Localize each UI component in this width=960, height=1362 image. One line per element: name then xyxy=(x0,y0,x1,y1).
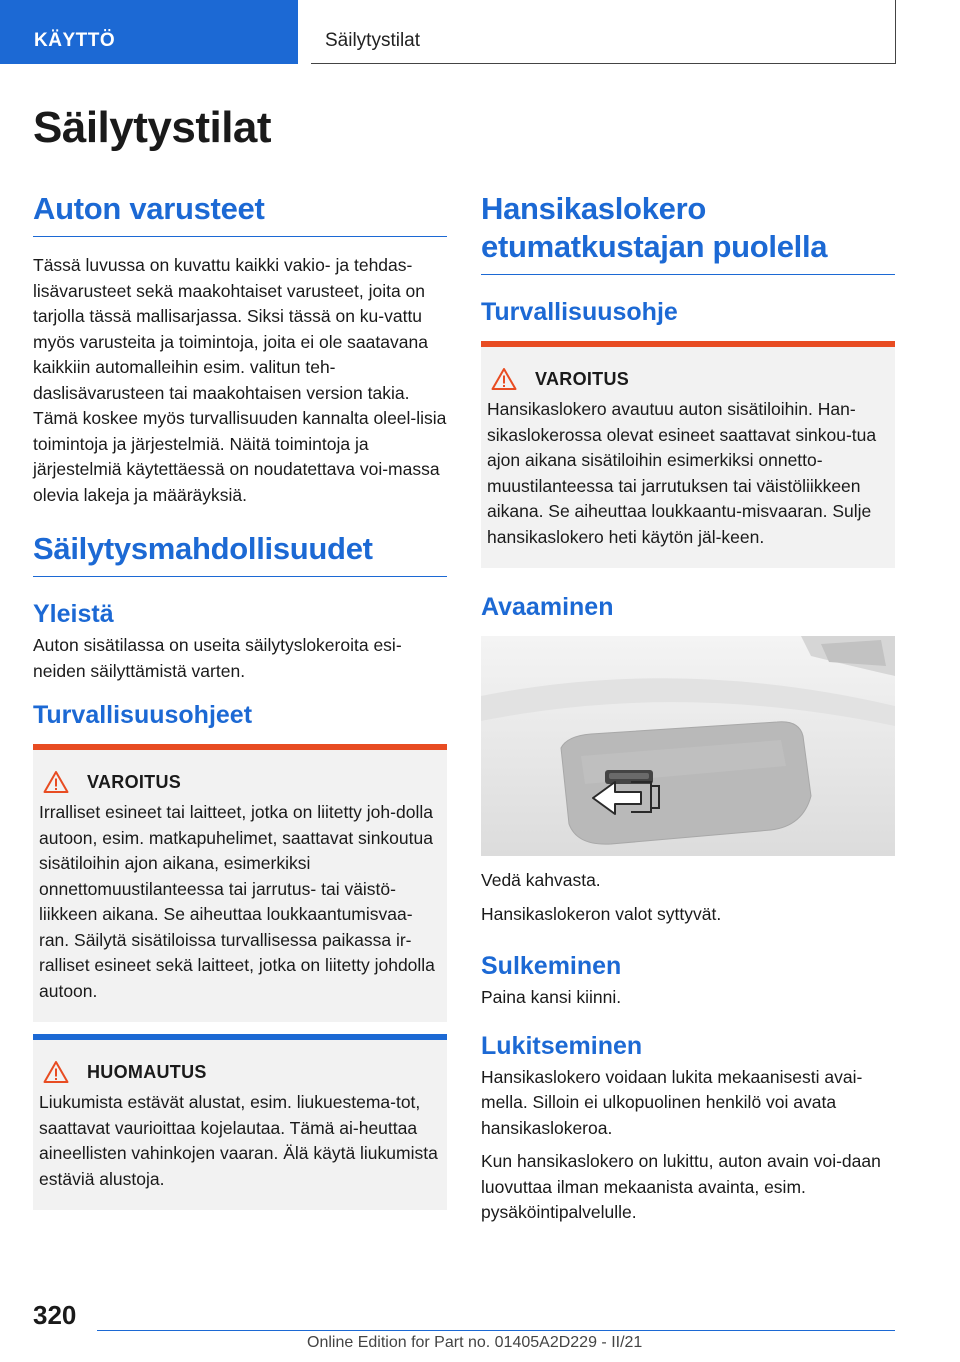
footer-divider xyxy=(97,1330,895,1331)
glovebox-warning-label: VAROITUS xyxy=(535,368,630,389)
warning-header xyxy=(39,770,439,794)
right-column xyxy=(481,190,895,1234)
yleista-heading: Yleistä xyxy=(33,600,114,628)
page-title: Säilytystilat xyxy=(33,103,272,152)
warning-text: Irralliset esineet tai laitteet, jotka on liitetty joh-dolla autoon, esim. matkapuhelimet, saattavat sinkoutua sisätiloihin ajon aikana, esimerkiksi onnettomuustilanteessa tai jarrutus- tai väistö-liikkeen aikana. Se aiheuttaa loukkaantumisvaa-ran. Säilytä sisätiloissa turvallisessa paikassa ir-ralliset esineet sekä laitteet, jotka on liitetty johdolla autoon. xyxy=(39,802,435,1001)
turvallisuusohje-heading: Turvallisuusohje xyxy=(481,298,678,326)
glovebox-warning-box xyxy=(481,341,895,568)
glovebox-drawing-icon xyxy=(481,636,895,856)
chapter-tab: Säilytystilat xyxy=(311,0,896,64)
turvallisuusohjeet-heading: Turvallisuusohjeet xyxy=(33,701,253,729)
notice-label: HUOMAUTUS xyxy=(87,1061,207,1082)
warning-label: VAROITUS xyxy=(87,771,182,792)
warning-triangle-icon xyxy=(43,770,69,794)
notice-text: Liukumista estävät alustat, esim. liukuestema-tot, saattavat vaurioittaa kojelautaa. Tämä ai-heuttaa aineellisten vahinkojen vaaran. Älä käytä liukumista estäviä alustoja. xyxy=(39,1092,438,1189)
edition-info: Online Edition for Part no. 01405A2D229 - II/21 xyxy=(307,1334,643,1351)
glovebox-warning-text: Hansikaslokero avautuu auton sisätiloihin. Han-sikaslokerossa olevat esineet saattavat sinkou-tua ajon aikana sisätiloihin esimerkiksi onnetto-muustilanteessa tai jarrutuksen tai väistöliikkeen aikana. Se aiheuttaa loukkaantu-misvaaran. Sulje hansikaslokero heti käytön jäl-keen. xyxy=(487,399,877,547)
warning-box xyxy=(33,744,447,1022)
lukitseminen-text-1: Hansikaslokero voidaan lukita mekaanisesti avai-mella. Silloin ei ulkopuolinen henkilö voi avata hansikaslokeroa. xyxy=(481,1066,863,1138)
glovebox-illustration xyxy=(481,636,895,856)
lukitseminen-text-2: Kun hansikaslokero on lukittu, auton avain voi-daan luovuttaa ilman mekaanista avainta, esim. pysäköintipalvelulle. xyxy=(481,1151,881,1222)
sailytysmahdollisuudet-heading: Säilytysmahdollisuudet xyxy=(33,530,447,577)
sulkeminen-text: Paina kansi kiinni. xyxy=(481,987,622,1007)
auton-varusteet-text: Tässä luvussa on kuvattu kaikki vakio- ja tehdas-lisävarusteet sekä maakohtaiset varusteet, joita on tarjolla tässä mallisarjassa. Siksi tässä on ku-vattu myös varusteita ja toimintoja, joita ei ole saatavana kaikkiin automalleihin esim. valitun teh-daslisävarusteen tai maakohtaisen version takia. Tämä koskee myös turvallisuuden kannalta oleel-lisia toimintoja ja järjestelmiä. Näitä toimintoja ja järjestelmiä käytettäessä on noudatettava voi-massa olevia lakeja ja määräyksiä. xyxy=(33,255,447,505)
lukitseminen-heading: Lukitseminen xyxy=(481,1031,643,1060)
page-number: 320 xyxy=(33,1300,77,1330)
glovebox-warning-header xyxy=(487,367,887,391)
avaaminen-step-2: Hansikaslokeron valot syttyvät. xyxy=(481,903,722,924)
yleista-text: Auton sisätilassa on useita säilytyslokeroita esi-neiden säilyttämistä varten. xyxy=(33,635,402,681)
notice-header xyxy=(39,1060,439,1084)
avaaminen-step-1: Vedä kahvasta. xyxy=(481,870,601,890)
notice-box xyxy=(33,1034,447,1210)
hansikaslokero-heading: Hansikaslokero etumatkustajan puolella xyxy=(481,190,895,275)
warning-triangle-icon xyxy=(491,367,517,391)
notice-triangle-icon xyxy=(43,1060,69,1084)
sulkeminen-heading: Sulkeminen xyxy=(481,952,622,980)
auton-varusteet-heading: Auton varusteet xyxy=(33,190,447,237)
section-tab: KÄYTTÖ xyxy=(0,0,298,64)
avaaminen-heading: Avaaminen xyxy=(481,593,614,621)
left-column xyxy=(33,190,447,1210)
